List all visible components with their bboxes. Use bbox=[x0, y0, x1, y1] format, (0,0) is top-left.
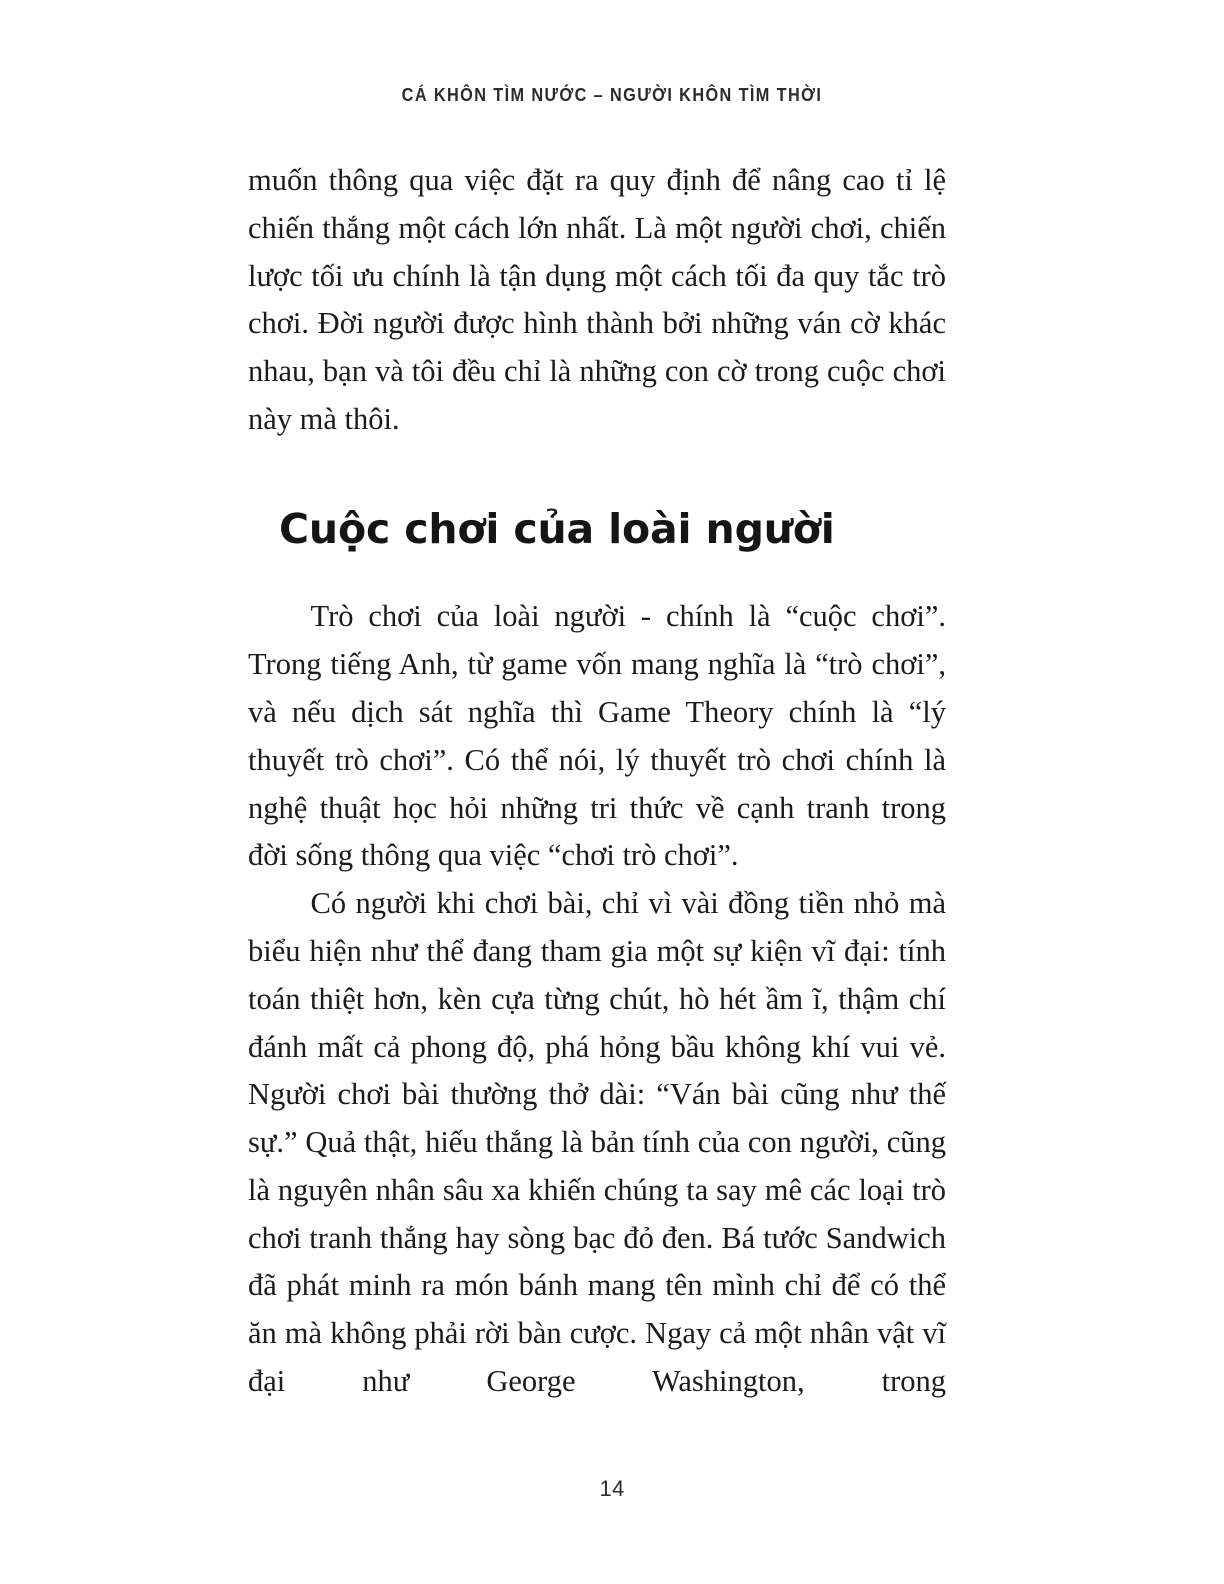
section-heading: Cuộc chơi của loài người bbox=[279, 504, 835, 553]
paragraph-2: Trò chơi của loài người - chính là “cuộc chơi”. Trong tiếng Anh, từ game vốn mang nghĩa là “trò chơi”, và nếu dịch sát nghĩa thì Game Theory chính là “lý thuyết trò chơi”. Có thể nói, lý thuyết trò chơi chính là nghệ thuật học hỏi những tri thức về cạnh tranh trong đời sống thông qua việc “chơi trò chơi”. bbox=[248, 599, 946, 873]
running-head: CÁ KHÔN TÌM NƯỚC – NGƯỜI KHÔN TÌM THỜI bbox=[401, 84, 823, 105]
text-column bbox=[248, 157, 946, 1454]
paragraph-continuation: muốn thông qua việc đặt ra quy định để nâng cao tỉ lệ chiến thắng một cách lớn nhất. Là một người chơi, chiến lược tối ưu chính là tận dụng một cách tối đa quy tắc trò chơi. Đời người được hình thành bởi những ván cờ khác nhau, bạn và tôi đều chỉ là những con cờ trong cuộc chơi này mà thôi. bbox=[248, 163, 946, 436]
section-heading-wrap bbox=[248, 444, 946, 594]
paragraph-3: Có người khi chơi bài, chỉ vì vài đồng tiền nhỏ mà biểu hiện như thể đang tham gia một sự kiện vĩ đại: tính toán thiệt hơn, kèn cựa từng chút, hò hét ầm ĩ, thậm chí đánh mất cả phong độ, phá hỏng bầu không khí vui vẻ. Người chơi bài thường thở dài: “Ván bài cũng như thế sự.” Quả thật, hiếu thắng là bản tính của con người, cũng là nguyên nhân sâu xa khiến chúng ta say mê các loại trò chơi tranh thắng hay sòng bạc đỏ đen. Bá tước Sandwich đã phát minh ra món bánh mang tên mình chỉ để có thể ăn mà không phải rời bàn cược. Ngay cả một nhân vật vĩ đại như George Washington, trong bbox=[248, 886, 946, 1399]
page-number: 14 bbox=[599, 1476, 625, 1501]
